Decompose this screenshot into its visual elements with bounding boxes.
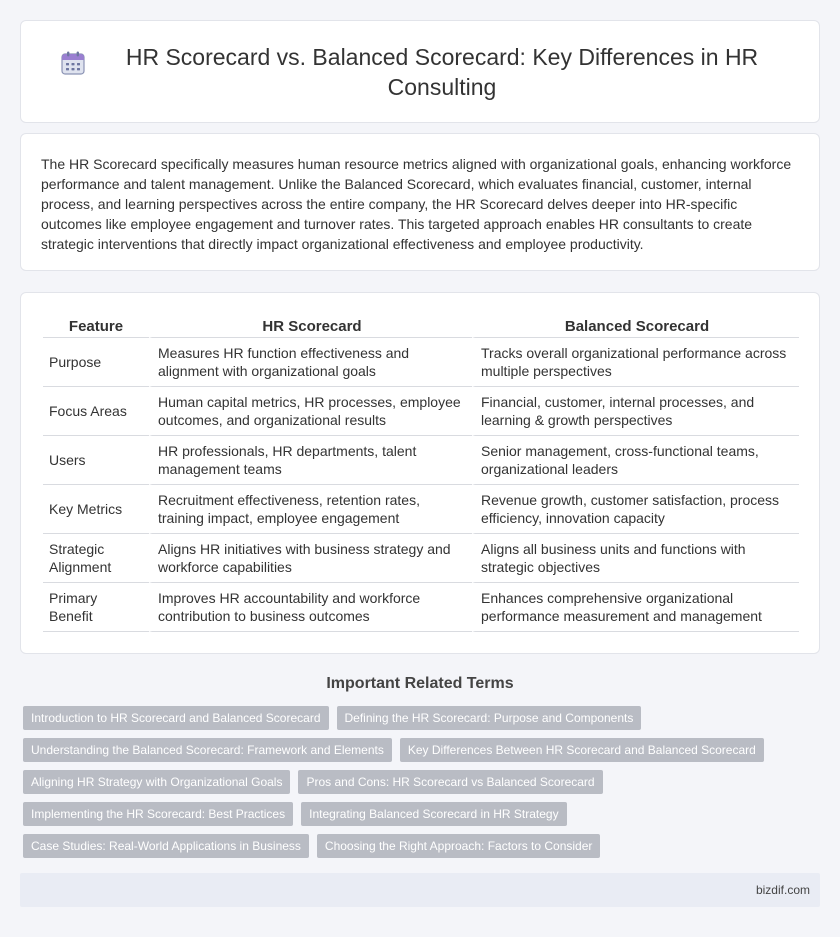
calendar-icon [60,50,86,76]
related-term-tag[interactable]: Defining the HR Scorecard: Purpose and Components [337,706,642,730]
row-balanced-value: Revenue growth, customer satisfaction, process efficiency, innovation capacity [472,485,799,534]
related-term-tag[interactable]: Case Studies: Real-World Applications in Business [23,834,309,858]
row-feature: Primary Benefit [43,583,149,632]
table-row [43,387,799,436]
row-balanced-value: Senior management, cross-functional teams, organizational leaders [472,436,799,485]
related-terms-title: Important Related Terms [326,675,514,692]
related-term-tag[interactable]: Integrating Balanced Scorecard in HR Strategy [301,802,566,826]
row-hr-value: Measures HR function effectiveness and alignment with organizational goals [149,338,472,387]
related-term-tag[interactable]: Aligning HR Strategy with Organizational Goals [23,770,290,794]
row-balanced-value: Aligns all business units and functions with strategic objectives [472,534,799,583]
comparison-card [20,292,820,654]
row-feature: Focus Areas [43,387,149,436]
row-balanced-value: Financial, customer, internal processes, and learning & growth perspectives [472,387,799,436]
related-term-tag[interactable]: Understanding the Balanced Scorecard: Framework and Elements [23,738,392,762]
row-hr-value: Human capital metrics, HR processes, employee outcomes, and organizational results [149,387,472,436]
row-balanced-value: Enhances comprehensive organizational performance measurement and management [472,583,799,632]
footer-site-link[interactable]: bizdif.com [755,883,810,897]
related-term-tag[interactable]: Introduction to HR Scorecard and Balanced Scorecard [23,706,329,730]
table-row [43,534,799,583]
page-title: HR Scorecard vs. Balanced Scorecard: Key Differences in HR Consulting [125,43,759,100]
table-header-row [43,315,799,338]
row-hr-value: Improves HR accountability and workforce contribution to business outcomes [149,583,472,632]
row-hr-value: Aligns HR initiatives with business strategy and workforce capabilities [149,534,472,583]
header-feature: Feature [43,315,149,338]
table-row [43,436,799,485]
row-hr-value: HR professionals, HR departments, talent management teams [149,436,472,485]
title-wrap [60,42,780,102]
related-terms-list [23,706,823,858]
row-balanced-value: Tracks overall organizational performance across multiple perspectives [472,338,799,387]
related-term-tag[interactable]: Choosing the Right Approach: Factors to Consider [317,834,600,858]
comparison-table [43,315,799,632]
related-term-tag[interactable]: Implementing the HR Scorecard: Best Practices [23,802,293,826]
row-feature: Strategic Alignment [43,534,149,583]
related-term-tag[interactable]: Key Differences Between HR Scorecard and Balanced Scorecard [400,738,764,762]
title-card [20,20,820,123]
row-feature: Purpose [43,338,149,387]
header-hr-scorecard: HR Scorecard [149,315,472,338]
intro-card [20,133,820,271]
header-balanced-scorecard: Balanced Scorecard [472,315,799,338]
footer [20,873,820,907]
table-row [43,583,799,632]
table-row [43,338,799,387]
intro-paragraph: The HR Scorecard specifically measures human resource metrics aligned with organizational goals, enhancing workforce performance and talent management. Unlike the Balanced Scorecard, which evaluates financial, customer, internal process, and learning perspectives across the entire company, the HR Scorecard delves deeper into HR-specific outcomes like employee engagement and turnover rates. This targeted approach enables HR consultants to create strategic interventions that directly impact organizational effectiveness and employee productivity. [41,156,792,252]
table-row [43,485,799,534]
row-feature: Key Metrics [43,485,149,534]
related-term-tag[interactable]: Pros and Cons: HR Scorecard vs Balanced Scorecard [298,770,602,794]
row-hr-value: Recruitment effectiveness, retention rates, training impact, employee engagement [149,485,472,534]
row-feature: Users [43,436,149,485]
